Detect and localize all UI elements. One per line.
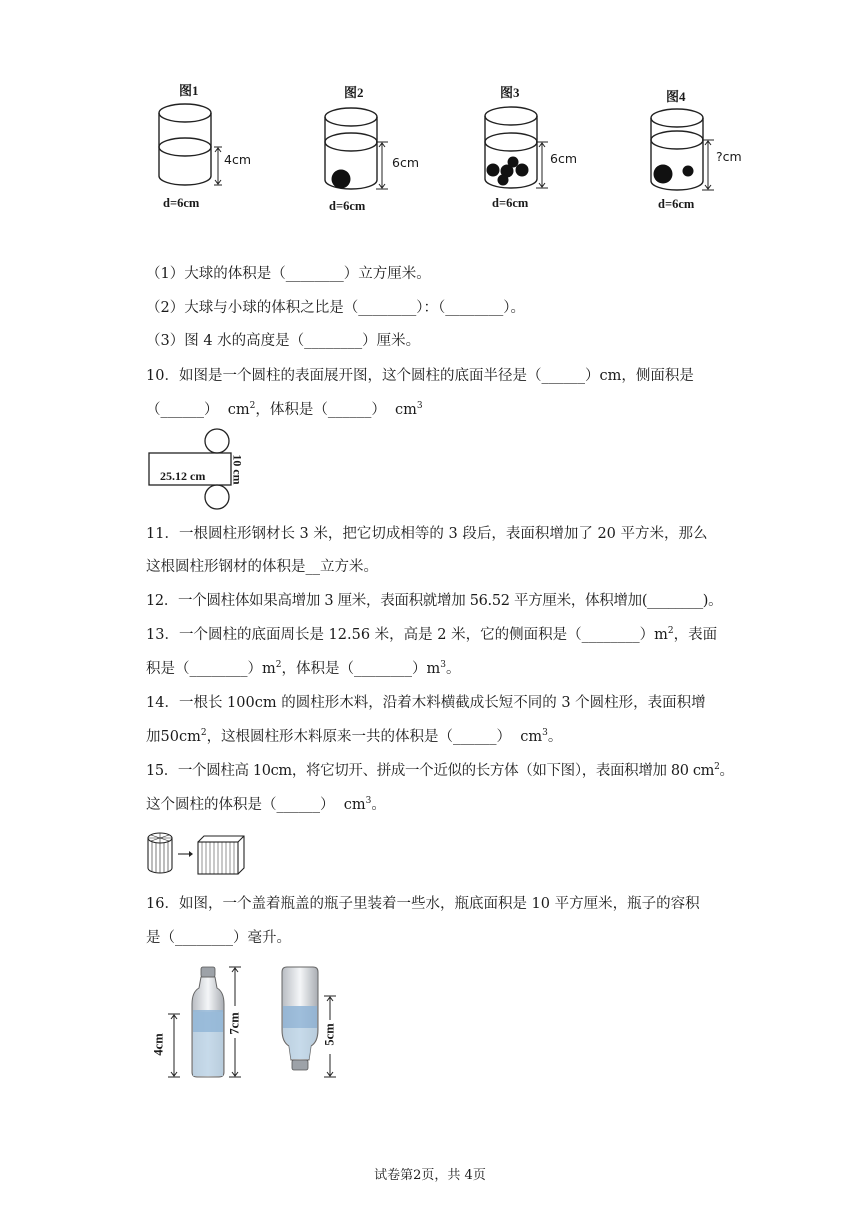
bottle-right-measure: 5cm — [322, 1023, 337, 1046]
superscript-2: 2 — [275, 660, 282, 671]
question-13-text-b: ，表面 — [673, 627, 718, 643]
question-12: 12．一个圆柱体如果高增加 3 厘米，表面积就增加 56.52 平方厘米，体积增加(________)。 — [146, 593, 723, 609]
cylinder-to-cuboid-figure — [146, 830, 256, 878]
superscript-2: 2 — [249, 401, 256, 412]
question-14-text-a: 加50cm — [146, 729, 201, 745]
question-14-line-1: 14．一根长 100cm 的圆柱形木料，沿着木料横截成长短不同的 3 个圆柱形，表面积增 — [146, 695, 706, 711]
question-10-line-1: 10．如图是一个圆柱的表面展开图，这个圆柱的底面半径是（______）cm，侧面积是 — [146, 368, 694, 384]
question-15-text-c: 这个圆柱的体积是（______） cm — [146, 797, 366, 813]
question-16-line-2: 是（________）毫升。 — [146, 930, 291, 946]
superscript-3: 3 — [542, 728, 548, 739]
figure-3-measure: 6cm — [550, 151, 578, 166]
question-14-text-c: 。 — [547, 729, 563, 745]
question-13-line-2 — [146, 659, 460, 679]
net-length-label: 25.12 cm — [160, 469, 206, 483]
figure-3-diameter: d=6cm — [492, 196, 529, 210]
figure-2-diameter: d=6cm — [329, 199, 366, 213]
question-13-text-c: 积是（________）m — [146, 661, 276, 677]
question-14-text-b: ，这根圆柱形木料原来一共的体积是（______） cm — [206, 729, 543, 745]
cylinder-1 — [150, 96, 260, 206]
figure-2-measure: 6cm — [392, 155, 420, 170]
bottle-left-measure: 4cm — [151, 1033, 166, 1056]
question-13-line-1 — [146, 625, 717, 645]
question-15-text-b: 。 — [719, 763, 734, 779]
question-16-line-1: 16．如图，一个盖着瓶盖的瓶子里装着一些水，瓶底面积是 10 平方厘米，瓶子的容积 — [146, 896, 700, 912]
figure-1-measure: 4cm — [224, 152, 252, 167]
figure-4-diameter: d=6cm — [658, 197, 695, 211]
figure-3-label: 图3 — [500, 85, 520, 100]
question-13-text-e: 。 — [445, 661, 461, 677]
question-9-part-2: （2）大球与小球的体积之比是（________）：（________）。 — [146, 300, 525, 316]
superscript-2: 2 — [714, 762, 720, 773]
question-15-text-d: 。 — [371, 797, 386, 813]
question-9-part-3: （3）图 4 水的高度是（________）厘米。 — [146, 333, 421, 349]
question-11-line-2: 这根圆柱形钢材的体积是__立方米。 — [146, 559, 378, 575]
question-9-part-1: （1）大球的体积是（________）立方厘米。 — [146, 266, 431, 282]
figure-2-label: 图2 — [344, 85, 364, 100]
question-15-line-1 — [146, 761, 734, 781]
question-10-line-2 — [146, 400, 423, 420]
question-13-text-d: ，体积是（________）m — [281, 661, 441, 677]
question-10-text-a: （______） cm — [146, 402, 250, 418]
figure-4-label: 图4 — [666, 89, 686, 104]
question-14-line-2 — [146, 727, 562, 747]
bottle-middle-measure: 7cm — [227, 1012, 242, 1035]
superscript-2: 2 — [200, 728, 207, 739]
bottle-figure — [146, 962, 346, 1082]
superscript-3: 3 — [440, 660, 446, 671]
question-15-text-a: 15．一个圆柱高 10cm，将它切开、拼成一个近似的长方体（如下图），表面积增加 80 cm — [146, 763, 715, 779]
question-11-line-1: 11．一根圆柱形钢材长 3 米，把它切成相等的 3 段后，表面积增加了 20 平方米，那么 — [146, 526, 708, 542]
question-15-line-2 — [146, 795, 386, 815]
question-13-text-a: 13．一个圆柱的底面周长是 12.56 米，高是 2 米，它的侧面积是（________）m — [146, 627, 668, 643]
question-10-text-b: ，体积是（______） cm — [255, 402, 417, 418]
superscript-3: 3 — [416, 401, 423, 412]
superscript-3: 3 — [365, 796, 372, 807]
figure-1-diameter: d=6cm — [163, 196, 200, 210]
superscript-2: 2 — [667, 626, 674, 637]
figure-4-measure: ?cm — [716, 149, 742, 164]
figure-1-label: 图1 — [179, 83, 199, 98]
page-footer: 试卷第2页，共 4页 — [374, 1168, 486, 1183]
net-height-label: 10 cm — [230, 454, 245, 485]
